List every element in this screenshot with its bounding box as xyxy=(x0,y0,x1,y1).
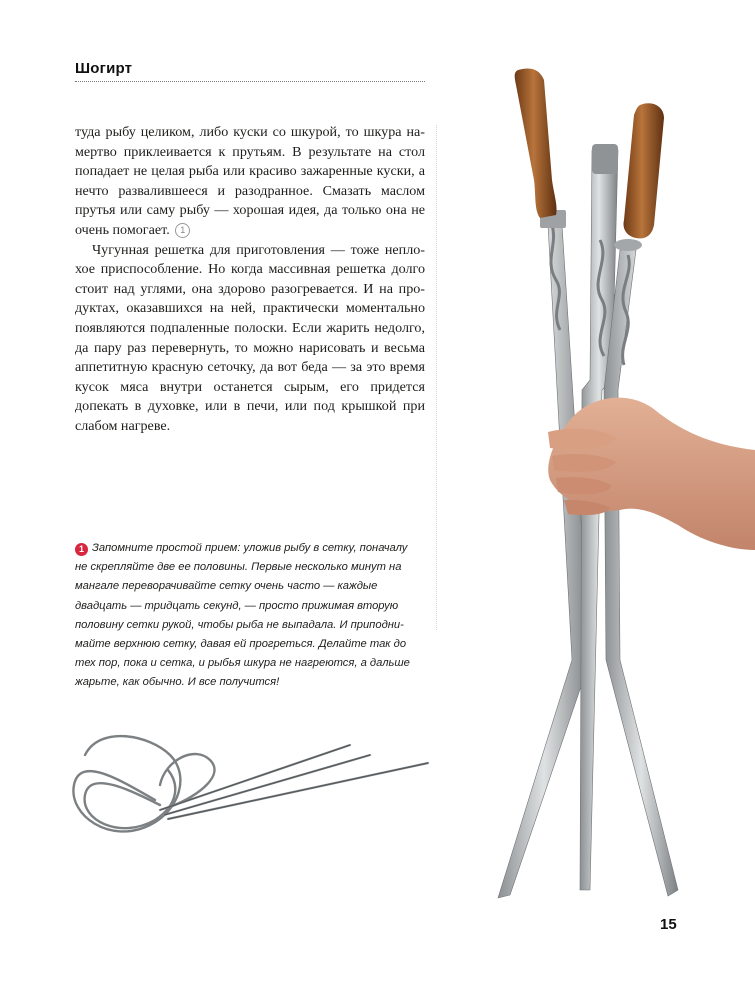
paragraph-1-text: туда рыбу целиком, либо куски со шкурой, то шкура намертво приклеивается к прутьям. В результате на стол попадает не целая рыба или красиво зажаренные куски, а нечто развалившееся и разодранное. Смазать маслом прутья или саму рыбу — хорошая идея, да только она не очень помогает. xyxy=(75,124,425,238)
sidenote-text: Запомните простой прием: уложив рыбу в сетку, поначалу не скрепляйте две ее половины. Первые несколько минут на мангале переворачивайте сетку очень часто — каждые двадцать — тридцать секунд, — просто прижимая вторую половину сетки рукой, чтобы рыба не выпадала. И приподнимайте верхнюю сетку, давая ей прогреться. Делайте так до тех пор, пока и сетка, и рыбья шкура не нагреются, а дальше жарьте, как обычно. И все получится! xyxy=(75,542,410,689)
skewers-hand-photo xyxy=(440,60,755,920)
running-header: Шогирт xyxy=(75,60,133,77)
main-text xyxy=(75,123,425,437)
paragraph-1 xyxy=(75,123,425,241)
note-reference-marker[interactable]: 1 xyxy=(175,223,190,238)
wire-skewers-photo xyxy=(60,715,435,855)
sidenote xyxy=(75,539,420,693)
page-number: 15 xyxy=(660,916,677,933)
note-number-badge: 1 xyxy=(75,543,88,556)
column-divider xyxy=(436,125,437,630)
header-divider xyxy=(75,81,425,82)
paragraph-2: Чугунная решетка для приготовления — тоже неплохое приспособление. Но когда массивная решетка долго стоит над углями, она здорово разогревается. И на продуктах, оказавшихся на ней, практически моментально появляются подпаленные полоски. Если жарить недолго, да пару раз перевернуть, то можно нарисовать и весьма аппетитную красную сеточку, да вот беда — за это время кусок мяса внутри останется сырым, его придется допекать в духовке, или в печи, или под крышкой при слабом нагреве. xyxy=(75,241,425,434)
